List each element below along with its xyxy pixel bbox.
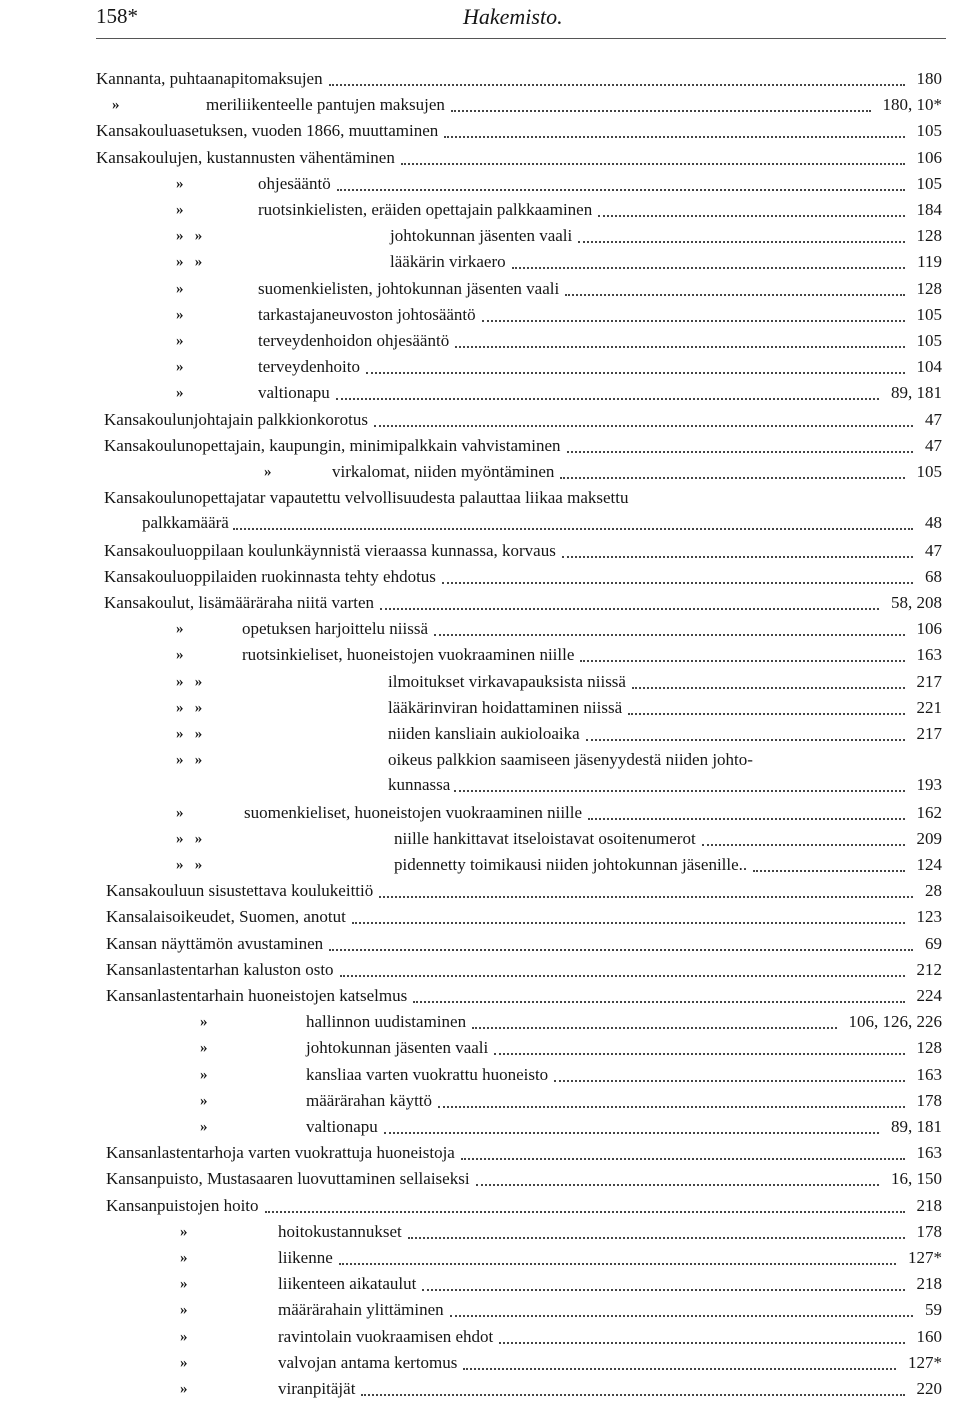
running-title: Hakemisto. bbox=[463, 4, 563, 29]
entry-text: määrärahain ylittäminen bbox=[278, 1300, 444, 1319]
ditto-mark: » » bbox=[176, 700, 203, 716]
dot-leader bbox=[340, 975, 905, 977]
ditto-mark: » bbox=[200, 1067, 208, 1083]
entry-text: Kansanpuistojen hoito bbox=[106, 1196, 259, 1215]
entry-text: Kansanlastentarhoja varten vuokrattuja huoneistoja bbox=[106, 1143, 455, 1162]
entry-text: Kansan näyttämön avustaminen bbox=[106, 934, 324, 953]
dot-leader bbox=[454, 790, 904, 792]
entry-pages: 105 bbox=[916, 121, 942, 140]
entry-text: pidennetty toimikausi niiden johtokunnan jäsenille.. bbox=[394, 855, 748, 874]
index-entry bbox=[0, 485, 960, 535]
entry-pages: 180, 10* bbox=[882, 95, 942, 114]
entry-text: terveydenhoito bbox=[258, 357, 360, 376]
entry-pages: 162 bbox=[916, 803, 942, 822]
index-entry bbox=[0, 171, 960, 197]
index-entry bbox=[0, 695, 960, 721]
dot-leader bbox=[265, 1211, 905, 1213]
entry-text: tarkastajaneuvoston johtosääntö bbox=[258, 305, 476, 324]
ditto-mark: » bbox=[200, 1093, 208, 1109]
ditto-mark: » bbox=[180, 1329, 188, 1345]
entry-text: Kansakoulunopettajatar vapautettu velvollisuudesta palauttaa liikaa maksettu bbox=[104, 488, 629, 507]
entry-pages: 209 bbox=[916, 829, 942, 848]
dot-leader bbox=[337, 189, 905, 191]
index-entry bbox=[0, 92, 960, 118]
entry-pages: 106, 126, 226 bbox=[848, 1012, 942, 1031]
entry-text: Kansanlastentarhain huoneistojen katselmus bbox=[106, 986, 408, 1005]
entry-text: ohjesääntö bbox=[258, 174, 331, 193]
entry-text: hallinnon uudistaminen bbox=[306, 1012, 467, 1031]
entry-pages: 47 bbox=[925, 541, 942, 560]
entry-text: liikenteen aikataulut bbox=[278, 1274, 417, 1293]
index-entry bbox=[0, 1009, 960, 1035]
index-entry bbox=[0, 1062, 960, 1088]
entry-text: ilmoitukset virkavapauksista niissä bbox=[388, 672, 626, 691]
index-entry bbox=[0, 433, 960, 459]
entry-text: suomenkielisten, johtokunnan jäsenten vaali bbox=[258, 279, 560, 298]
entry-text: lääkärinviran hoidattaminen niissä bbox=[388, 698, 623, 717]
dot-leader bbox=[444, 136, 904, 138]
ditto-mark: » bbox=[264, 464, 272, 480]
entry-text: johtokunnan jäsenten vaali bbox=[390, 226, 573, 245]
index-entry bbox=[0, 1088, 960, 1114]
ditto-mark: » » bbox=[176, 831, 203, 847]
entry-pages: 218 bbox=[916, 1274, 942, 1293]
index-entry bbox=[0, 407, 960, 433]
index-entry bbox=[0, 1114, 960, 1140]
ditto-mark: » bbox=[200, 1119, 208, 1135]
entry-pages: 163 bbox=[916, 1065, 942, 1084]
index-entry bbox=[0, 669, 960, 695]
entry-text: Kannanta, puhtaanapitomaksujen bbox=[96, 69, 323, 88]
dot-leader bbox=[336, 398, 879, 400]
entry-pages: 178 bbox=[916, 1091, 942, 1110]
dot-leader bbox=[598, 215, 904, 217]
entry-pages: 47 bbox=[925, 410, 942, 429]
entry-pages: 224 bbox=[916, 986, 942, 1005]
index-entry bbox=[0, 197, 960, 223]
index-entry bbox=[0, 1324, 960, 1350]
ditto-mark: » bbox=[180, 1224, 188, 1240]
ditto-mark: » bbox=[180, 1250, 188, 1266]
ditto-mark: » bbox=[112, 97, 120, 113]
index-entry bbox=[0, 66, 960, 92]
entry-pages: 221 bbox=[916, 698, 942, 717]
index-entry bbox=[0, 616, 960, 642]
ditto-mark: » bbox=[176, 333, 184, 349]
index-entry bbox=[0, 904, 960, 930]
dot-leader bbox=[702, 844, 905, 846]
entry-pages: 128 bbox=[916, 1038, 942, 1057]
entry-pages: 217 bbox=[916, 724, 942, 743]
entry-continuation: palkkamäärä bbox=[142, 513, 229, 532]
entry-pages: 160 bbox=[916, 1327, 942, 1346]
dot-leader bbox=[379, 896, 913, 898]
ditto-mark: » bbox=[176, 176, 184, 192]
entry-text: johtokunnan jäsenten vaali bbox=[306, 1038, 489, 1057]
entry-pages: 69 bbox=[925, 934, 942, 953]
entry-text: Kansanpuisto, Mustasaaren luovuttaminen sellaiseksi bbox=[106, 1169, 470, 1188]
index-entry bbox=[0, 1140, 960, 1166]
entry-pages: 123 bbox=[916, 907, 942, 926]
dot-leader bbox=[554, 1080, 904, 1082]
dot-leader bbox=[588, 818, 904, 820]
ditto-mark: » bbox=[180, 1381, 188, 1397]
entry-pages: 106 bbox=[916, 619, 942, 638]
entry-text: määrärahan käyttö bbox=[306, 1091, 433, 1110]
dot-leader bbox=[438, 1106, 904, 1108]
dot-leader bbox=[512, 267, 905, 269]
dot-leader bbox=[380, 608, 879, 610]
index-entry bbox=[0, 276, 960, 302]
ditto-mark: » » bbox=[176, 857, 203, 873]
ditto-mark: » bbox=[200, 1040, 208, 1056]
entry-text: Kansakoulunopettajain, kaupungin, minimipalkkain vahvistaminen bbox=[104, 436, 561, 455]
index-entry bbox=[0, 354, 960, 380]
entry-text: valtionapu bbox=[306, 1117, 378, 1136]
entry-pages: 119 bbox=[917, 252, 942, 271]
ditto-mark: » bbox=[176, 385, 184, 401]
entry-text: oikeus palkkion saamiseen jäsenyydestä niiden johto- bbox=[388, 750, 753, 769]
dot-leader bbox=[408, 1237, 905, 1239]
index-entry bbox=[0, 249, 960, 275]
index-entry bbox=[0, 826, 960, 852]
ditto-mark: » bbox=[176, 281, 184, 297]
entry-pages: 59 bbox=[925, 1300, 942, 1319]
dot-leader bbox=[482, 320, 905, 322]
entry-text: niiden kansliain aukioloaika bbox=[388, 724, 580, 743]
dot-leader bbox=[329, 949, 913, 951]
dot-leader bbox=[565, 294, 904, 296]
dot-leader bbox=[455, 346, 904, 348]
entry-pages: 124 bbox=[916, 855, 942, 874]
ditto-mark: » » bbox=[176, 674, 203, 690]
ditto-mark: » bbox=[176, 621, 184, 637]
entry-pages: 48 bbox=[925, 513, 942, 532]
ditto-mark: » bbox=[200, 1014, 208, 1030]
entry-pages: 127* bbox=[908, 1353, 942, 1372]
entry-pages: 128 bbox=[916, 279, 942, 298]
index-entry bbox=[0, 590, 960, 616]
dot-leader bbox=[499, 1342, 904, 1344]
entry-text: Kansakoulut, lisämääräraha niitä varten bbox=[104, 593, 374, 612]
index-entry bbox=[0, 1350, 960, 1376]
ditto-mark: » » bbox=[176, 752, 203, 768]
index-entry bbox=[0, 642, 960, 668]
dot-leader bbox=[578, 241, 904, 243]
entry-pages: 105 bbox=[916, 305, 942, 324]
entry-pages: 28 bbox=[925, 881, 942, 900]
index-entry bbox=[0, 223, 960, 249]
entry-text: viranpitäjät bbox=[278, 1379, 356, 1398]
dot-leader bbox=[361, 1394, 904, 1396]
index-entry bbox=[0, 747, 960, 797]
dot-leader bbox=[422, 1289, 904, 1291]
entry-pages: 218 bbox=[916, 1196, 942, 1215]
entry-text: niille hankittavat itseloistavat osoitenumerot bbox=[394, 829, 696, 848]
dot-leader bbox=[461, 1158, 905, 1160]
entry-pages: 217 bbox=[916, 672, 942, 691]
index-entry bbox=[0, 957, 960, 983]
index-entry bbox=[0, 878, 960, 904]
entry-text: virkalomat, niiden myöntäminen bbox=[332, 462, 555, 481]
ditto-mark: » bbox=[176, 202, 184, 218]
dot-leader bbox=[451, 110, 871, 112]
index-entry bbox=[0, 328, 960, 354]
entry-text: Kansakouluoppilaiden ruokinnasta tehty ehdotus bbox=[104, 567, 436, 586]
dot-leader bbox=[628, 713, 904, 715]
dot-leader bbox=[580, 660, 904, 662]
dot-leader bbox=[434, 634, 904, 636]
entry-text: terveydenhoidon ohjesääntö bbox=[258, 331, 450, 350]
entry-pages: 58, 208 bbox=[891, 593, 942, 612]
entry-pages: 105 bbox=[916, 174, 942, 193]
entry-pages: 89, 181 bbox=[891, 383, 942, 402]
entry-text: Kansakoulujen, kustannusten vähentäminen bbox=[96, 148, 395, 167]
ditto-mark: » bbox=[176, 307, 184, 323]
index-entry bbox=[0, 459, 960, 485]
ditto-mark: » » bbox=[176, 726, 203, 742]
entry-text: valvojan antama kertomus bbox=[278, 1353, 458, 1372]
entry-text: lääkärin virkaero bbox=[390, 252, 506, 271]
ditto-mark: » » bbox=[176, 228, 203, 244]
dot-leader bbox=[472, 1027, 836, 1029]
entry-pages: 178 bbox=[916, 1222, 942, 1241]
index-entry bbox=[0, 852, 960, 878]
entry-text: hoitokustannukset bbox=[278, 1222, 402, 1241]
entry-text: suomenkieliset, huoneistojen vuokraaminen niille bbox=[244, 803, 583, 822]
entry-pages: 16, 150 bbox=[891, 1169, 942, 1188]
entry-pages: 184 bbox=[916, 200, 942, 219]
entry-pages: 104 bbox=[916, 357, 942, 376]
index-entry bbox=[0, 1245, 960, 1271]
index-entry bbox=[0, 145, 960, 171]
entry-pages: 212 bbox=[916, 960, 942, 979]
entry-text: Kansakouluun sisustettava koulukeittiö bbox=[106, 881, 374, 900]
index-entry bbox=[0, 564, 960, 590]
ditto-mark: » bbox=[176, 647, 184, 663]
dot-leader bbox=[450, 1315, 913, 1317]
entry-text: valtionapu bbox=[258, 383, 330, 402]
entry-pages: 47 bbox=[925, 436, 942, 455]
index-entry bbox=[0, 1297, 960, 1323]
entry-text: Kansakouluoppilaan koulunkäynnistä vieraassa kunnassa, korvaus bbox=[104, 541, 556, 560]
ditto-mark: » bbox=[176, 359, 184, 375]
entry-text: ruotsinkielisten, eräiden opettajain palkkaaminen bbox=[258, 200, 593, 219]
ditto-mark: » bbox=[180, 1302, 188, 1318]
entry-pages: 68 bbox=[925, 567, 942, 586]
dot-leader bbox=[233, 528, 913, 530]
index-entry bbox=[0, 380, 960, 406]
entry-pages: 105 bbox=[916, 331, 942, 350]
index-entry bbox=[0, 118, 960, 144]
entry-pages: 89, 181 bbox=[891, 1117, 942, 1136]
entry-pages: 220 bbox=[916, 1379, 942, 1398]
dot-leader bbox=[562, 556, 913, 558]
entry-pages: 106 bbox=[916, 148, 942, 167]
index-entry bbox=[0, 800, 960, 826]
dot-leader bbox=[329, 84, 905, 86]
index-entry bbox=[0, 931, 960, 957]
entry-text: meriliikenteelle pantujen maksujen bbox=[206, 95, 445, 114]
dot-leader bbox=[494, 1053, 904, 1055]
entry-pages: 193 bbox=[916, 775, 942, 794]
dot-leader bbox=[401, 163, 905, 165]
dot-leader bbox=[560, 477, 904, 479]
dot-leader bbox=[366, 372, 905, 374]
dot-leader bbox=[753, 870, 904, 872]
dot-leader bbox=[413, 1001, 904, 1003]
entry-text: liikenne bbox=[278, 1248, 333, 1267]
entry-text: Kansakouluasetuksen, vuoden 1866, muuttaminen bbox=[96, 121, 439, 140]
entry-pages: 128 bbox=[916, 226, 942, 245]
dot-leader bbox=[384, 1132, 879, 1134]
entry-pages: 163 bbox=[916, 645, 942, 664]
index-entry bbox=[0, 1219, 960, 1245]
dot-leader bbox=[442, 582, 913, 584]
index-entry bbox=[0, 1035, 960, 1061]
index-entry bbox=[0, 721, 960, 747]
entry-text: Kansalaisoikeudet, Suomen, anotut bbox=[106, 907, 346, 926]
dot-leader bbox=[339, 1263, 896, 1265]
dot-leader bbox=[352, 922, 905, 924]
dot-leader bbox=[463, 1368, 896, 1370]
ditto-mark: » bbox=[180, 1276, 188, 1292]
index-entry bbox=[0, 538, 960, 564]
index-entry bbox=[0, 1193, 960, 1219]
entry-pages: 105 bbox=[916, 462, 942, 481]
ditto-mark: » bbox=[176, 805, 184, 821]
dot-leader bbox=[632, 687, 905, 689]
index-entry bbox=[0, 1271, 960, 1297]
index-entry bbox=[0, 302, 960, 328]
entry-continuation: kunnassa bbox=[388, 775, 451, 794]
entry-text: Kansakoulunjohtajain palkkionkorotus bbox=[104, 410, 368, 429]
entry-pages: 180 bbox=[916, 69, 942, 88]
index-entry bbox=[0, 1376, 960, 1402]
entry-text: ravintolain vuokraamisen ehdot bbox=[278, 1327, 494, 1346]
entry-text: Kansanlastentarhan kaluston osto bbox=[106, 960, 334, 979]
ditto-mark: » » bbox=[176, 254, 203, 270]
ditto-mark: » bbox=[180, 1355, 188, 1371]
dot-leader bbox=[567, 451, 913, 453]
index-entry bbox=[0, 983, 960, 1009]
index-entry bbox=[0, 1166, 960, 1192]
entry-text: ruotsinkieliset, huoneistojen vuokraaminen niille bbox=[242, 645, 575, 664]
entry-pages: 127* bbox=[908, 1248, 942, 1267]
dot-leader bbox=[374, 425, 913, 427]
dot-leader bbox=[586, 739, 905, 741]
dot-leader bbox=[476, 1184, 879, 1186]
entry-text: kansliaa varten vuokrattu huoneisto bbox=[306, 1065, 549, 1084]
entry-pages: 163 bbox=[916, 1143, 942, 1162]
entry-text: opetuksen harjoittelu niissä bbox=[242, 619, 429, 638]
page-number: 158* bbox=[96, 4, 138, 28]
